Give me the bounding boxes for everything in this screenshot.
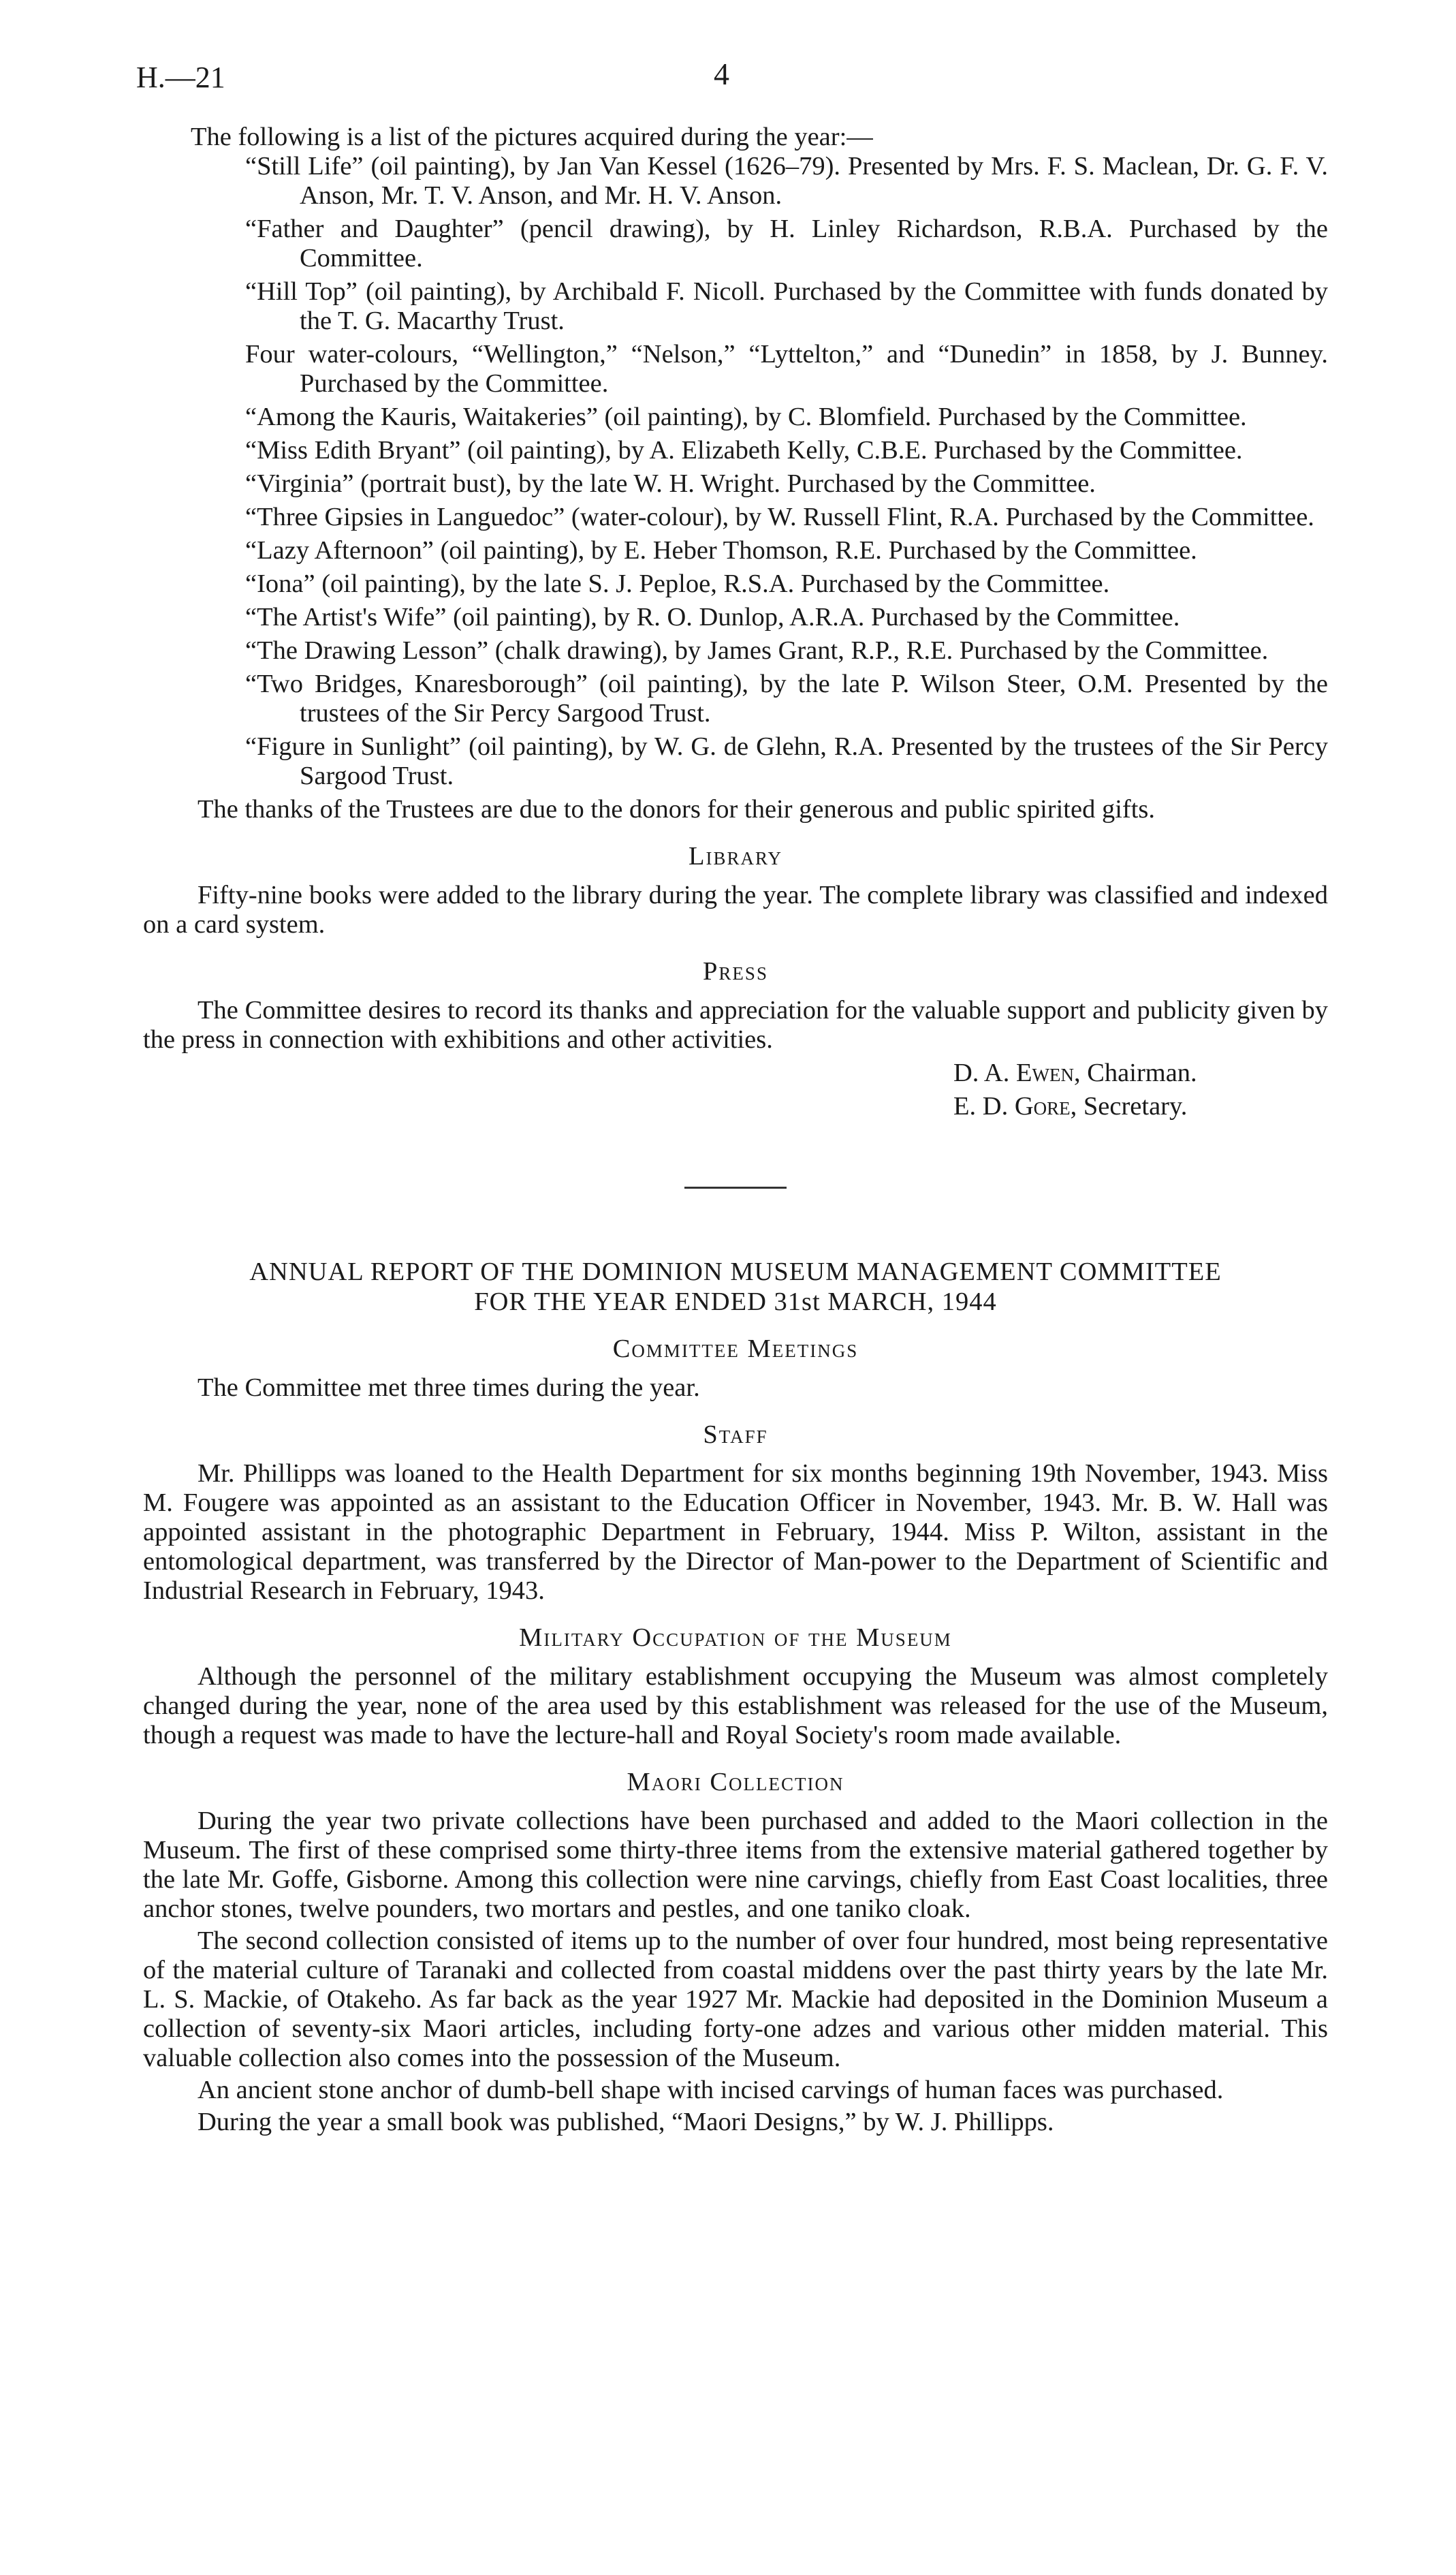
list-item: “Among the Kauris, Waitakeries” (oil painting), by C. Blomfield. Purchased by the Committee. — [245, 403, 1247, 431]
maori-collection-heading: Maori Collection — [627, 1768, 844, 1796]
signature-role: , Secretary. — [1070, 1092, 1188, 1121]
committee-meetings-heading: Committee Meetings — [612, 1335, 859, 1363]
signature-name: D. A. Ewen — [953, 1059, 1074, 1087]
acquisitions-intro: The following is a list of the pictures acquired during the year:— — [191, 123, 873, 151]
signature-secretary — [953, 1092, 1328, 1121]
page-body — [143, 123, 1328, 2140]
list-item: Four water-colours, “Wellington,” “Nelson,” “Lyttelton,” and “Dunedin” in 1858, by J. Bunney. Purchased by the Committee. — [245, 340, 1328, 398]
report-title — [143, 1257, 1328, 1317]
acquisitions-list — [143, 152, 1328, 791]
list-item: “Three Gipsies in Languedoc” (water-colour), by W. Russell Flint, R.A. Purchased by the Committee. — [245, 503, 1314, 531]
military-occupation-paragraph: Although the personnel of the military establishment occupying the Museum was almost completely changed during the year, none of the area used by this establishment was released for the use of the Museum, though a request was made to have the lecture-hall and Royal Society's room made available. — [143, 1662, 1328, 1749]
signature-role: , Chairman. — [1073, 1059, 1197, 1087]
thanks-paragraph: The thanks of the Trustees are due to the donors for their generous and public spirited gifts. — [197, 795, 1156, 824]
list-item: “The Drawing Lesson” (chalk drawing), by James Grant, R.P., R.E. Purchased by the Committee. — [245, 636, 1269, 665]
list-item: “Father and Daughter” (pencil drawing), by H. Linley Richardson, R.B.A. Purchased by the Committee. — [245, 215, 1328, 272]
maori-collection-paragraph: The second collection consisted of items up to the number of over four hundred, most being representative of the material culture of Taranaki and collected from coastal middens over the past thirty years by the late Mr. L. S. Mackie, of Otakeho. As far back as the year 1927 Mr. Mackie had deposited in the Dominion Museum a collection of seventy-six Maori articles, including forty-one adzes and various other midden material. This valuable collection also comes into the possession of the Museum. — [143, 1926, 1328, 2072]
maori-collection-paragraph: During the year a small book was published, “Maori Designs,” by W. J. Phillipps. — [197, 2108, 1054, 2136]
page-reference: H.—21 — [136, 61, 225, 94]
library-heading: Library — [688, 842, 783, 871]
committee-meetings-paragraph: The Committee met three times during the year. — [197, 1373, 700, 1402]
list-item: “Still Life” (oil painting), by Jan Van Kessel (1626–79). Presented by Mrs. F. S. Maclean, Dr. G. F. V. Anson, Mr. T. V. Anson, and Mr. H. V. Anson. — [245, 152, 1328, 210]
signature-chairman — [953, 1059, 1328, 1088]
press-paragraph: The Committee desires to record its thanks and appreciation for the valuable support and publicity given by the press in connection with exhibitions and other activities. — [143, 996, 1328, 1054]
library-paragraph: Fifty-nine books were added to the library during the year. The complete library was classified and indexed on a card system. — [143, 881, 1328, 939]
staff-paragraph: Mr. Phillipps was loaned to the Health Department for six months beginning 19th November, 1943. Miss M. Fougere was appointed as an assistant to the Education Officer in November, 1943. Mr. B. W. Hall was appointed assistant in the photographic Department in February, 1944. Miss P. Wilton, assistant in the entomological department, was transferred by the Director of Man-power to the Department of Scientific and Industrial Research in February, 1943. — [143, 1459, 1328, 1605]
list-item: “The Artist's Wife” (oil painting), by R. O. Dunlop, A.R.A. Purchased by the Committee. — [245, 603, 1180, 631]
list-item: “Lazy Afternoon” (oil painting), by E. Heber Thomson, R.E. Purchased by the Committee. — [245, 536, 1197, 565]
signature-name: E. D. Gore — [953, 1092, 1071, 1121]
maori-collection-paragraph: An ancient stone anchor of dumb-bell shape with incised carvings of human faces was purchased. — [197, 2076, 1224, 2104]
list-item: “Figure in Sunlight” (oil painting), by W. G. de Glehn, R.A. Presented by the trustees of the Sir Percy Sargood Trust. — [245, 732, 1328, 790]
page-number: 4 — [714, 57, 729, 91]
report-title-line-2: FOR THE YEAR ENDED 31st MARCH, 1944 — [474, 1288, 997, 1316]
list-item: “Miss Edith Bryant” (oil painting), by A. Elizabeth Kelly, C.B.E. Purchased by the Committee. — [245, 436, 1243, 465]
section-divider — [684, 1187, 787, 1189]
press-heading: Press — [703, 957, 768, 986]
report-title-line-1: ANNUAL REPORT OF THE DOMINION MUSEUM MANAGEMENT COMMITTEE — [249, 1258, 1222, 1286]
list-item: “Hill Top” (oil painting), by Archibald F. Nicoll. Purchased by the Committee with funds donated by the T. G. Macarthy Trust. — [245, 277, 1328, 335]
list-item: “Virginia” (portrait bust), by the late W. H. Wright. Purchased by the Committee. — [245, 469, 1096, 498]
list-item: “Two Bridges, Knaresborough” (oil painting), by the late P. Wilson Steer, O.M. Presented by the trustees of the Sir Percy Sargood Trust. — [245, 670, 1328, 728]
maori-collection-paragraph: During the year two private collections have been purchased and added to the Maori collection in the Museum. The first of these comprised some thirty-three items from the extensive material gathered together by the late Mr. Goffe, Gisborne. Among this collection were nine carvings, chiefly from East Coast localities, three anchor stones, twelve pounders, two mortars and pestles, and one taniko cloak. — [143, 1807, 1328, 1923]
military-occupation-heading: Military Occupation of the Museum — [519, 1623, 952, 1652]
staff-heading: Staff — [703, 1420, 768, 1449]
list-item: “Iona” (oil painting), by the late S. J. Peploe, R.S.A. Purchased by the Committee. — [245, 569, 1110, 598]
